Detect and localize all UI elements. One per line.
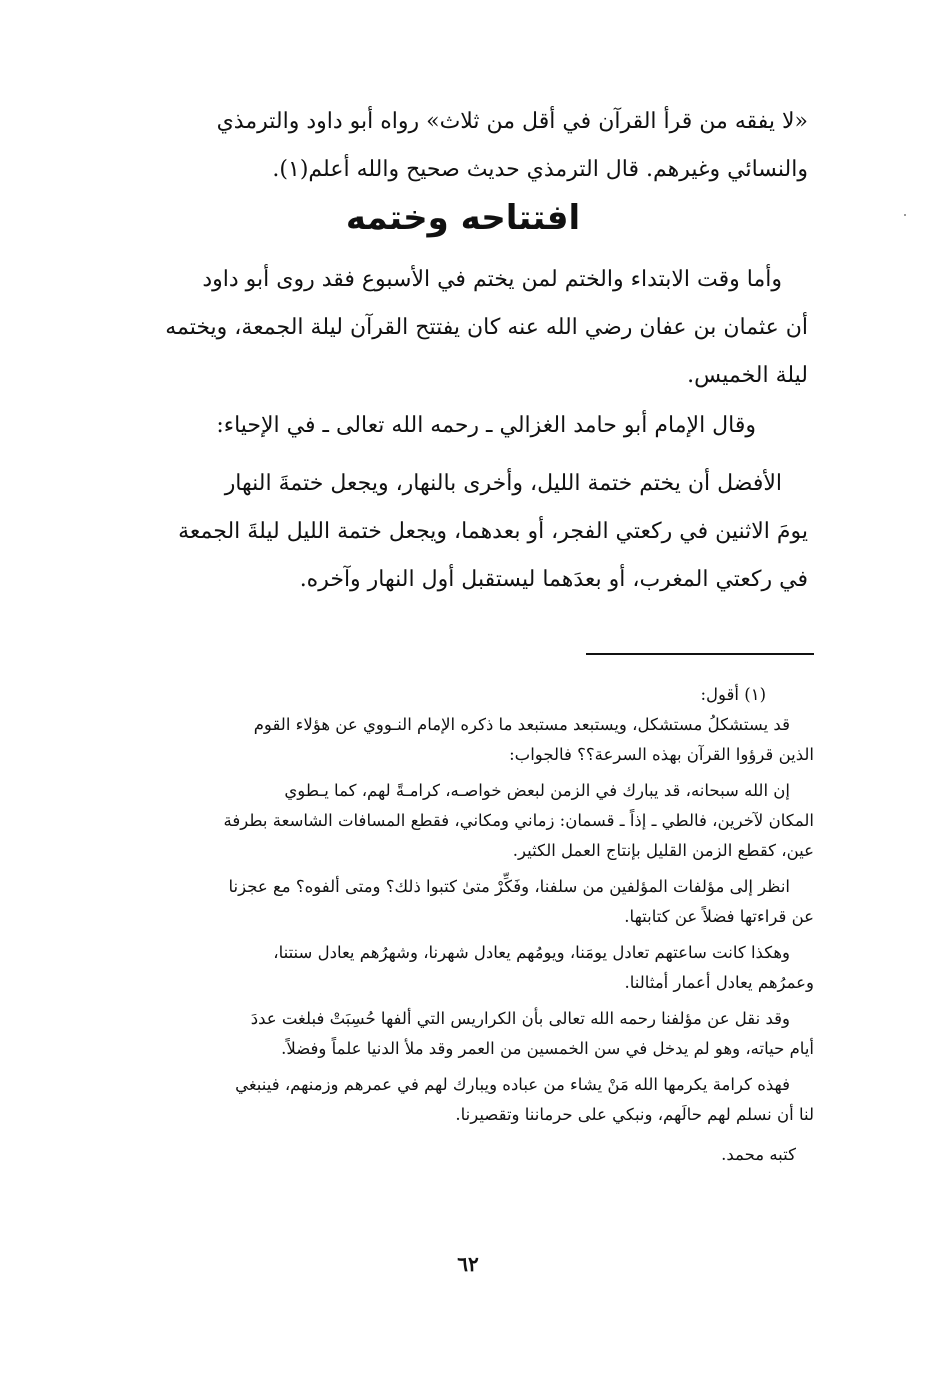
footnote-line: لنا أن نسلم لهم حالَهم، ونبكي على حرماننا وتقصيرنا.	[455, 1105, 814, 1124]
footnote-line: وعمرُهم يعادل أعمار أمثالنا.	[624, 973, 814, 992]
section-heading: افتتاحه وختمه	[345, 198, 581, 238]
text-line: أن عثمان بن عفان رضي الله عنه كان يفتتح القرآن ليلة الجمعة، ويختمه	[165, 315, 808, 340]
footnote-heading: (١) أقول:	[700, 685, 766, 704]
footnote-paragraph	[118, 938, 814, 998]
text-line: في ركعتي المغرب، أو بعدَهما ليستقبل أول النهار وآخره.	[299, 567, 808, 592]
footnote-line: الذين قرؤوا القرآن بهذه السرعة؟؟ فالجواب:	[509, 745, 814, 764]
text-line: «لا يفقه من قرأ القرآن في أقل من ثلاث» رواه أبو داود والترمذي	[216, 109, 808, 134]
text-line: الأفضل أن يختم ختمة الليل، وأخرى بالنهار، ويجعل ختمةَ النهار	[224, 471, 782, 496]
text-line: وأما وقت الابتداء والختم لمن يختم في الأسبوع فقد روى أبو داود	[202, 267, 782, 292]
intro-text	[118, 98, 808, 194]
text-line: وقال الإمام أبو حامد الغزالي ـ رحمه الله تعالى ـ في الإحياء:	[216, 413, 756, 438]
paragraph-3	[118, 460, 808, 604]
footnote-line: قد يستشكلُ مستشكل، ويستبعد مستبعد ما ذكره الإمام النـووي عن هؤلاء القوم	[253, 715, 790, 734]
footnote-line: عن قراءتها فضلاً عن كتابتها.	[624, 907, 814, 926]
footnote-paragraph	[118, 872, 814, 932]
text-line: يومَ الاثنين في ركعتي الفجر، أو بعدهما، ويجعل ختمة الليل ليلةَ الجمعة	[178, 519, 808, 544]
paragraph-1	[118, 256, 808, 400]
footnote-paragraph	[118, 1004, 814, 1064]
footnote-line: إن الله سبحانه، قد يبارك في الزمن لبعض خواصـه، كرامـةً لهم، كما يـطوي	[284, 781, 790, 800]
text-line: ليلة الخميس.	[687, 363, 808, 388]
scan-speck	[904, 214, 906, 216]
footnote-line: وهكذا كانت ساعتهم تعادل يومَنا، ويومُهم يعادل شهرنا، وشهرُهم يعادل سنتنا،	[273, 943, 790, 962]
paragraph-2	[118, 402, 808, 450]
footnotes	[118, 680, 814, 1170]
footnote-line: أيام حياته، وهو لم يدخل في سن الخمسين من العمر وقد ملأ الدنيا علماً وفضلاً.	[281, 1039, 814, 1058]
footnote-paragraph	[118, 1070, 814, 1130]
footnote-signature: كتبه محمد.	[721, 1145, 796, 1164]
footnote-line: المكان لآخرين، فالطي ـ إذاً ـ قسمان: زماني ومكاني، فقطع المسافات الشاسعة بطرفة	[223, 811, 814, 830]
footnote-line: عين، كقطع الزمن القليل بإنتاج العمل الكثير.	[512, 841, 814, 860]
footnote-paragraph	[118, 776, 814, 866]
footnote-paragraph	[118, 710, 814, 770]
footnote-divider	[586, 653, 814, 655]
footnote-line: فهذه كرامة يكرمها الله مَنْ يشاء من عباده ويبارك لهم في عمرهم وزمنهم، فينبغي	[235, 1075, 790, 1094]
text-line: والنسائي وغيرهم. قال الترمذي حديث صحيح والله أعلم(١).	[272, 157, 808, 182]
page-number: ٦٢	[457, 1252, 479, 1276]
footnote-line: وقد نقل عن مؤلفنا رحمه الله تعالى بأن الكراريس التي ألفها حُسِبَتْ فبلغت عددَ	[250, 1009, 790, 1028]
footnote-line: انظر إلى مؤلفات المؤلفين من سلفنا، وفَكِّرْ متىٰ كتبوا ذلك؟ ومتى ألفوه؟ مع عجزنا	[228, 877, 790, 896]
